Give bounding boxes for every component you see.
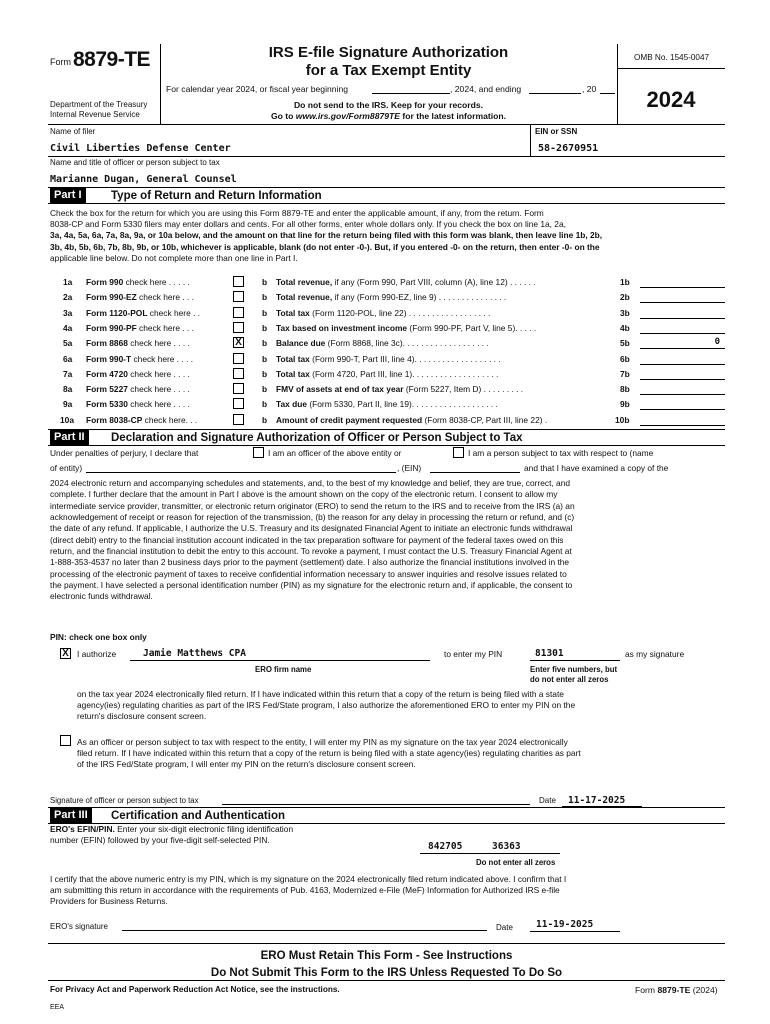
self-enter-pin-text: As an officer or person subject to tax with respect to the entity, I will enter my PIN as my signature on the tax year 2024 electronically filed return. If I have indicated within this return that a copy of the return is being filed with a state agency(ies) regulating charities as part of the IRS Fed/State program, I will enter my PIN on the return's disclosure consent screen. bbox=[77, 737, 581, 770]
line-amount-description: Total revenue, if any (Form 990-EZ, line 9) . . . . . . . . . . . . . . . bbox=[276, 292, 507, 303]
ero-pin-value[interactable]: 36363 bbox=[492, 841, 521, 852]
officer-checkbox[interactable] bbox=[253, 447, 264, 458]
line-number-a: 2a bbox=[63, 292, 73, 303]
dept-line1: Department of the Treasury bbox=[50, 100, 148, 109]
ero-signature-field[interactable] bbox=[122, 930, 487, 931]
irs-url-link[interactable]: www.irs.gov/Form8879TE bbox=[295, 111, 401, 121]
line-code: 8b bbox=[620, 384, 630, 395]
line-code: 6b bbox=[620, 353, 630, 364]
part1-line-row bbox=[0, 275, 770, 290]
line-form-checkbox[interactable] bbox=[233, 276, 244, 287]
part3-title: Certification and Authentication bbox=[111, 810, 285, 822]
line-amount-field[interactable] bbox=[640, 287, 725, 288]
line-form-checkbox[interactable] bbox=[233, 307, 244, 318]
part2-date-value[interactable]: 11-17-2025 bbox=[568, 795, 626, 806]
part2-title: Declaration and Signature Authorization of Officer or Person Subject to Tax bbox=[111, 432, 523, 444]
line-form-label: Form 5330 check here . . . . bbox=[86, 399, 190, 410]
line-form-label: Form 990-EZ check here . . . bbox=[86, 292, 194, 303]
line-form-checkbox[interactable] bbox=[233, 322, 244, 333]
ero-authorization-text: on the tax year 2024 electronically filed return. If I have indicated within this return that a copy of the return is being filed with a state agency(ies) regulating charities as part of the IRS Fed/State program, I also authorize the aforementioned ERO to enter my PIN on the return's disclosure consent screen. bbox=[77, 689, 576, 722]
ero-firm-value[interactable]: Jamie Matthews CPA bbox=[143, 648, 246, 659]
line-form-label: Form 990-T check here . . . . bbox=[86, 353, 194, 364]
line-amount-description: FMV of assets at end of tax year (Form 5227, Item D) . . . . . . . . . bbox=[276, 384, 524, 395]
pin-line bbox=[530, 660, 620, 661]
tax-year: 2024 bbox=[646, 87, 696, 112]
line-amount-description: Tax based on investment income (Form 990-PF, Part V, line 5). . . . . bbox=[276, 322, 537, 333]
part3-date-line bbox=[530, 931, 620, 932]
line-letter-b: b bbox=[262, 384, 268, 395]
efin-value[interactable]: 842705 bbox=[428, 841, 463, 852]
line-code: 9b bbox=[620, 399, 630, 410]
fiscal-begin-field[interactable] bbox=[372, 93, 450, 94]
notice-line1: Do not send to the IRS. Keep for your records. bbox=[293, 100, 484, 110]
privacy-notice: For Privacy Act and Paperwork Reduction Act Notice, see the instructions. bbox=[50, 985, 340, 994]
name-of-filer-value[interactable]: Civil Liberties Defense Center bbox=[50, 143, 231, 154]
and-ending-text: , 2024, and ending bbox=[450, 84, 522, 94]
line-amount-description: Total tax (Form 1120-POL, line 22) . . . . . . . . . . . . . . . . . . bbox=[276, 307, 491, 318]
no-zeros-note: Do not enter all zeros bbox=[476, 858, 556, 867]
line-form-label: Form 8868 check here . . . . bbox=[86, 338, 190, 349]
certification-text: I certify that the above numeric entry is my PIN, which is my signature on the 2024 electronically filed return indicated above. I confirm that I am submitting this return in accordance with the requirements of Pub. 4163, Modernized e-File (MeF) Information for Authorized IRS e-file Providers for Business Returns. bbox=[50, 874, 567, 907]
line-number-a: 3a bbox=[63, 307, 73, 318]
ero-firm-line bbox=[130, 660, 430, 661]
line-form-label: Form 4720 check here . . . . bbox=[86, 368, 190, 379]
ein-label: EIN or SSN bbox=[535, 127, 578, 136]
form-title bbox=[160, 44, 617, 80]
fiscal-end-field[interactable] bbox=[529, 93, 581, 94]
of-entity-text: of entity) bbox=[50, 463, 83, 473]
ein-value[interactable]: 58-2670951 bbox=[538, 143, 599, 154]
no-submit-notice: Do Not Submit This Form to the IRS Unless Requested To Do So bbox=[210, 967, 563, 979]
efin-instructions: ERO's EFIN/PIN. Enter your six-digit electronic filing identification number (EFIN) followed by your five-digit self-selected PIN. bbox=[50, 824, 294, 846]
officer-signature-field[interactable] bbox=[222, 804, 530, 805]
line-amount-field[interactable] bbox=[640, 333, 725, 334]
five-numbers-note-1: Enter five numbers, but bbox=[530, 665, 618, 674]
self-enter-pin-checkbox[interactable] bbox=[60, 735, 71, 746]
line-amount-description: Total revenue, if any (Form 990, Part VIII, column (A), line 12) . . . . . . bbox=[276, 277, 536, 287]
part1-line-row bbox=[0, 336, 770, 351]
line-number-a: 10a bbox=[60, 414, 74, 425]
part2-date-label: Date bbox=[539, 796, 556, 805]
part3-date-label: Date bbox=[496, 923, 513, 932]
line-letter-b: b bbox=[262, 353, 268, 364]
signature-label: Signature of officer or person subject to tax bbox=[50, 796, 199, 805]
dept-line2: Internal Revenue Service bbox=[50, 110, 140, 119]
line-form-label: Form 1120-POL check here . . bbox=[86, 307, 201, 318]
line-letter-b: b bbox=[262, 292, 268, 303]
part1-line-row bbox=[0, 367, 770, 382]
ero-firm-label: ERO firm name bbox=[255, 665, 312, 674]
person-subject-checkbox[interactable] bbox=[453, 447, 464, 458]
part3-label: Part III bbox=[50, 808, 92, 824]
eea-mark: EEA bbox=[50, 1004, 65, 1011]
notice-line2: Go to www.irs.gov/Form8879TE for the latest information. bbox=[270, 111, 507, 121]
line-amount-description: Balance due (Form 8868, line 3c). . . . . . . . . . . . . . . . . . . bbox=[276, 338, 489, 349]
line-amount-field[interactable] bbox=[640, 379, 725, 380]
fiscal-end-year-field[interactable] bbox=[600, 93, 615, 94]
line-code: 1b bbox=[620, 277, 630, 287]
line-letter-b: b bbox=[262, 322, 268, 333]
line-number-a: 7a bbox=[63, 368, 73, 379]
line-letter-b: b bbox=[262, 307, 268, 318]
line-letter-b: b bbox=[262, 368, 268, 379]
line-amount-field[interactable] bbox=[640, 302, 725, 303]
declaration-text: 2024 electronic return and accompanying schedules and statements, and, to the best of my knowledge and belief, they are true, correct, and complete. I further declare that the amount in Part I above is the amount shown on the copy of the electronic return. I consent to allow my intermediate service provider, transmitter, or electronic return originator (ERO) to send the return to the IRS and to receive from the IRS (a) an acknowledgement of receipt or reason for rejection of the transmission, (b) the reason for any delay in processing the return or refund, and (c) the date of any refund. If applicable, I authorize the U.S. Treasury and its designated Financial Agent to initiate an electronic funds withdrawal (direct debit) entry to the financial institution account indicated in the tax preparation software for payment of the federal taxes owed on this return, and the financial institution to debit the entry to this account. To revoke a payment, I must contact the U.S. Treasury Financial Agent at 1-888-353-4537 no later than 2 business days prior to the payment (settlement) date. I also authorize the financial institutions involved in the processing of the electronic payment of taxes to receive confidential information necessary to answer inquiries and resolve issues related to the payment. I have selected a personal identification number (PIN) as my signature for the electronic return and, if applicable, the consent to electronic funds withdrawal. bbox=[50, 478, 575, 602]
efin-pin-line bbox=[420, 853, 560, 854]
entity-name-field[interactable] bbox=[86, 472, 396, 473]
part1-line-row bbox=[0, 290, 770, 305]
retain-notice: ERO Must Retain This Form - See Instructions bbox=[260, 950, 513, 962]
taxpayer-pin-value[interactable]: 81301 bbox=[535, 648, 564, 659]
title-line2: for a Tax Exempt Entity bbox=[305, 62, 472, 79]
person-subject-label: I am a person subject to tax with respect to (name bbox=[468, 448, 654, 458]
line-amount-field[interactable] bbox=[640, 425, 725, 426]
line-amount-description: Tax due (Form 5330, Part II, line 19). . . . . . . . . . . . . . . . . . . bbox=[276, 399, 498, 410]
line-form-checkbox[interactable] bbox=[233, 368, 244, 379]
line-letter-b: b bbox=[262, 338, 268, 349]
as-signature-text: as my signature bbox=[625, 649, 685, 659]
to-enter-text: to enter my PIN bbox=[444, 649, 503, 659]
line-form-checkbox[interactable]: X bbox=[233, 337, 244, 348]
comma-20-text: , 20 bbox=[582, 84, 597, 94]
line-amount-description: Total tax (Form 4720, Part III, line 1). . . . . . . . . . . . . . . . . . . bbox=[276, 368, 499, 379]
line-number-a: 5a bbox=[63, 338, 73, 349]
line-code: 2b bbox=[620, 292, 630, 303]
form-number: 8879-TE bbox=[73, 48, 151, 71]
line-form-checkbox[interactable] bbox=[233, 398, 244, 409]
perjury-start: Under penalties of perjury, I declare that bbox=[50, 448, 199, 458]
line-form-label: Form 5227 check here . . . . bbox=[86, 384, 190, 395]
form-word: Form bbox=[50, 57, 71, 67]
line-number-a: 4a bbox=[63, 322, 73, 333]
line-code: 5b bbox=[620, 338, 630, 349]
part1-intro: Check the box for the return for which you are using this Form 8879-TE and enter the applicable amount, if any, from the return. Form 8038-CP and Form 5330 filers may enter dollars and cents. For all other forms, enter whole dollars only. If you check the box on line 1a, 2a, 3a, 4a, 5a, 6a, 7a, 8a, 9a, or 10a below, and the amount on that line for the return being filed with this form was blank, then leave line 1b, 2b, 3b, 4b, 5b, 6b, 7b, 8b, 9b, or 10b, whichever is applicable, blank (do not enter -0-). But, if you entered -0- on the return, then enter -0- on the applicable line below. Do not complete more than one line in Part I. bbox=[50, 208, 603, 263]
ein-paren-text: , (EIN) bbox=[397, 463, 422, 473]
part2-label: Part II bbox=[50, 430, 89, 446]
name-of-filer-label: Name of filer bbox=[50, 127, 96, 136]
line-form-checkbox[interactable] bbox=[233, 414, 244, 425]
line-code: 7b bbox=[620, 368, 630, 379]
part1-line-row bbox=[0, 306, 770, 321]
line-amount-field[interactable] bbox=[640, 394, 725, 395]
line-amount-description: Amount of credit payment requested (Form 8038-CP, Part III, line 22) . bbox=[276, 414, 548, 425]
line-amount-field[interactable] bbox=[640, 409, 725, 410]
line-amount-value[interactable]: 0 bbox=[714, 337, 720, 348]
part1-line-row bbox=[0, 413, 770, 428]
five-numbers-note-2: do not enter all zeros bbox=[530, 675, 609, 684]
part1-line-row bbox=[0, 352, 770, 367]
pin-header: PIN: check one box only bbox=[50, 632, 147, 642]
line-amount-description: Total tax (Form 990-T, Part III, line 4). . . . . . . . . . . . . . . . . . . bbox=[276, 353, 501, 364]
line-form-checkbox[interactable] bbox=[233, 383, 244, 394]
line-code: 10b bbox=[615, 414, 630, 425]
title-line1: IRS E-file Signature Authorization bbox=[268, 44, 509, 61]
part1-line-row bbox=[0, 397, 770, 412]
line-code: 4b bbox=[620, 322, 630, 333]
line-form-checkbox[interactable] bbox=[233, 291, 244, 302]
officer-label: Name and title of officer or person subject to tax bbox=[50, 158, 220, 167]
line-form-checkbox[interactable] bbox=[233, 353, 244, 364]
line-number-a: 9a bbox=[63, 399, 73, 410]
part3-date-value[interactable]: 11-19-2025 bbox=[536, 919, 594, 930]
ero-signature-label: ERO's signature bbox=[50, 922, 108, 931]
line-amount-field[interactable] bbox=[640, 318, 725, 319]
calendar-text: For calendar year 2024, or fiscal year beginning bbox=[166, 84, 349, 94]
line-form-label: Form 990 check here . . . . . bbox=[86, 277, 190, 287]
part1-line-row bbox=[0, 382, 770, 397]
line-amount-field[interactable] bbox=[640, 364, 725, 365]
examined-text: and that I have examined a copy of the bbox=[524, 463, 669, 473]
line-form-label: Form 8038-CP check here. . . bbox=[86, 414, 198, 425]
form-footer-ref: Form 8879-TE (2024) bbox=[635, 985, 718, 995]
authorize-ero-checkbox[interactable]: X bbox=[60, 648, 71, 659]
officer-value[interactable]: Marianne Dugan, General Counsel bbox=[50, 174, 237, 185]
authorize-label: I authorize bbox=[77, 649, 117, 659]
line-form-label: Form 990-PF check here . . . bbox=[86, 322, 194, 333]
part1-label: Part I bbox=[50, 188, 86, 204]
line-letter-b: b bbox=[262, 277, 268, 287]
part1-line-row bbox=[0, 321, 770, 336]
line-number-a: 6a bbox=[63, 353, 73, 364]
omb-number: OMB No. 1545-0047 bbox=[634, 53, 710, 62]
entity-ein-field[interactable] bbox=[430, 472, 520, 473]
line-letter-b: b bbox=[262, 399, 268, 410]
line-letter-b: b bbox=[262, 414, 268, 425]
line-number-a: 1a bbox=[63, 277, 73, 287]
line-code: 3b bbox=[620, 307, 630, 318]
line-amount-field[interactable] bbox=[640, 348, 725, 349]
line-number-a: 8a bbox=[63, 384, 73, 395]
officer-option-label: I am an officer of the above entity or bbox=[268, 448, 402, 458]
part1-title: Type of Return and Return Information bbox=[111, 190, 322, 202]
